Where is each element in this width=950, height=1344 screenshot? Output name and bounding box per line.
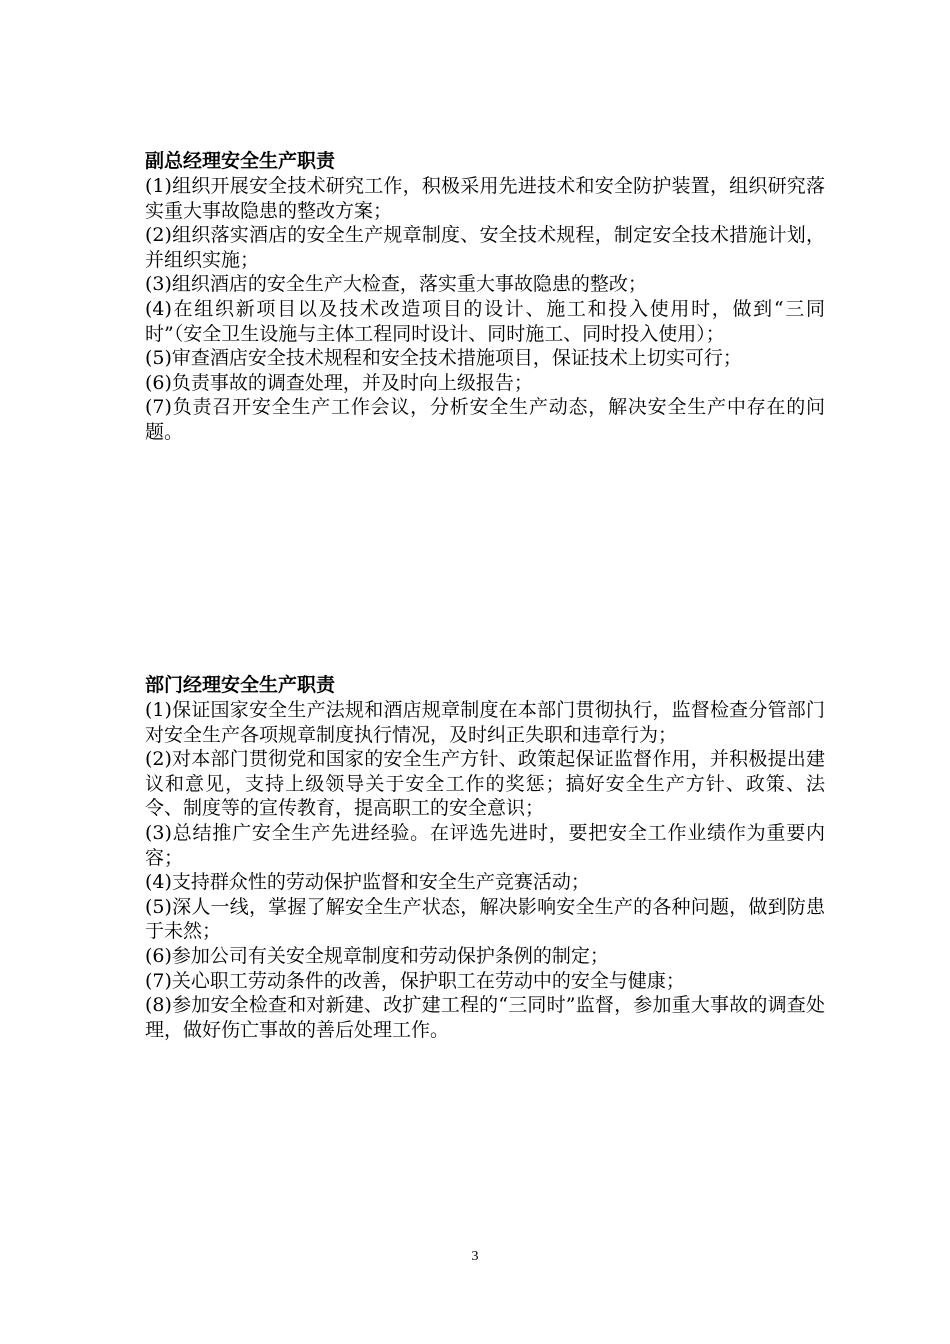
list-item: (6)参加公司有关安全规章制度和劳动保护条例的制定； [145,944,609,967]
list-item: (4)支持群众性的劳动保护监督和安全生产竞赛活动； [145,871,590,894]
list-item: (7)负责召开安全生产工作会议，分析安全生产动态，解决安全生产中存在的问题。 [145,396,825,443]
list-item: (3)组织酒店的安全生产大检查，落实重大事故隐患的整改； [145,273,647,296]
list-item: (7)关心职工劳动条件的改善，保护职工在劳动中的安全与健康； [145,969,685,992]
section-title: 部门经理安全生产职责 [145,674,336,696]
section-title: 副总经理安全生产职责 [145,150,336,172]
list-item: (2)对本部门贯彻党和国家的安全生产方针、政策起保证监督作用，并积极提出建议和意见，支持上级领导关于安全工作的奖惩；搞好安全生产方针、政策、法令、制度等的宣传教育，提高职工的安全意识； [145,748,825,820]
list-item: (8)参加安全检查和对新建、改扩建工程的“三同时”监督，参加重大事故的调查处理，做好伤亡事故的善后处理工作。 [145,994,825,1041]
list-item: (5)深人一线，掌握了解安全生产状态，解决影响安全生产的各种问题，做到防患于未然； [145,895,825,943]
list-item: (3)总结推广安全生产先进经验。在评选先进时，要把安全工作业绩作为重要内容； [145,821,825,869]
list-item: (4)在组织新项目以及技术改造项目的设计、施工和投入使用时，做到“三同时”（安全卫生设施与主体工程同时设计、同时施工、同时投入使用）； [145,297,825,345]
list-item: (1)组织开展安全技术研究工作，积极采用先进技术和安全防护装置，组织研究落实重大事故隐患的整改方案； [145,175,825,222]
page-number: 3 [471,1249,479,1264]
section-dept-manager [145,672,825,1042]
section-deputy-gm [145,148,825,445]
list-item: (6)负责事故的调查处理，并及时向上级报告； [145,371,533,394]
list-item: (1)保证国家安全生产法规和酒店规章制度在本部门贯彻执行，监督检查分管部门对安全生产各项规章制度执行情况，及时纠正失职和违章行为； [145,699,825,746]
list-item: (5)审查酒店安全技术规程和安全技术措施项目，保证技术上切实可行； [145,347,742,370]
list-item: (2)组织落实酒店的安全生产规章制度、安全技术规程，制定安全技术措施计划，并组织实施； [145,224,825,271]
